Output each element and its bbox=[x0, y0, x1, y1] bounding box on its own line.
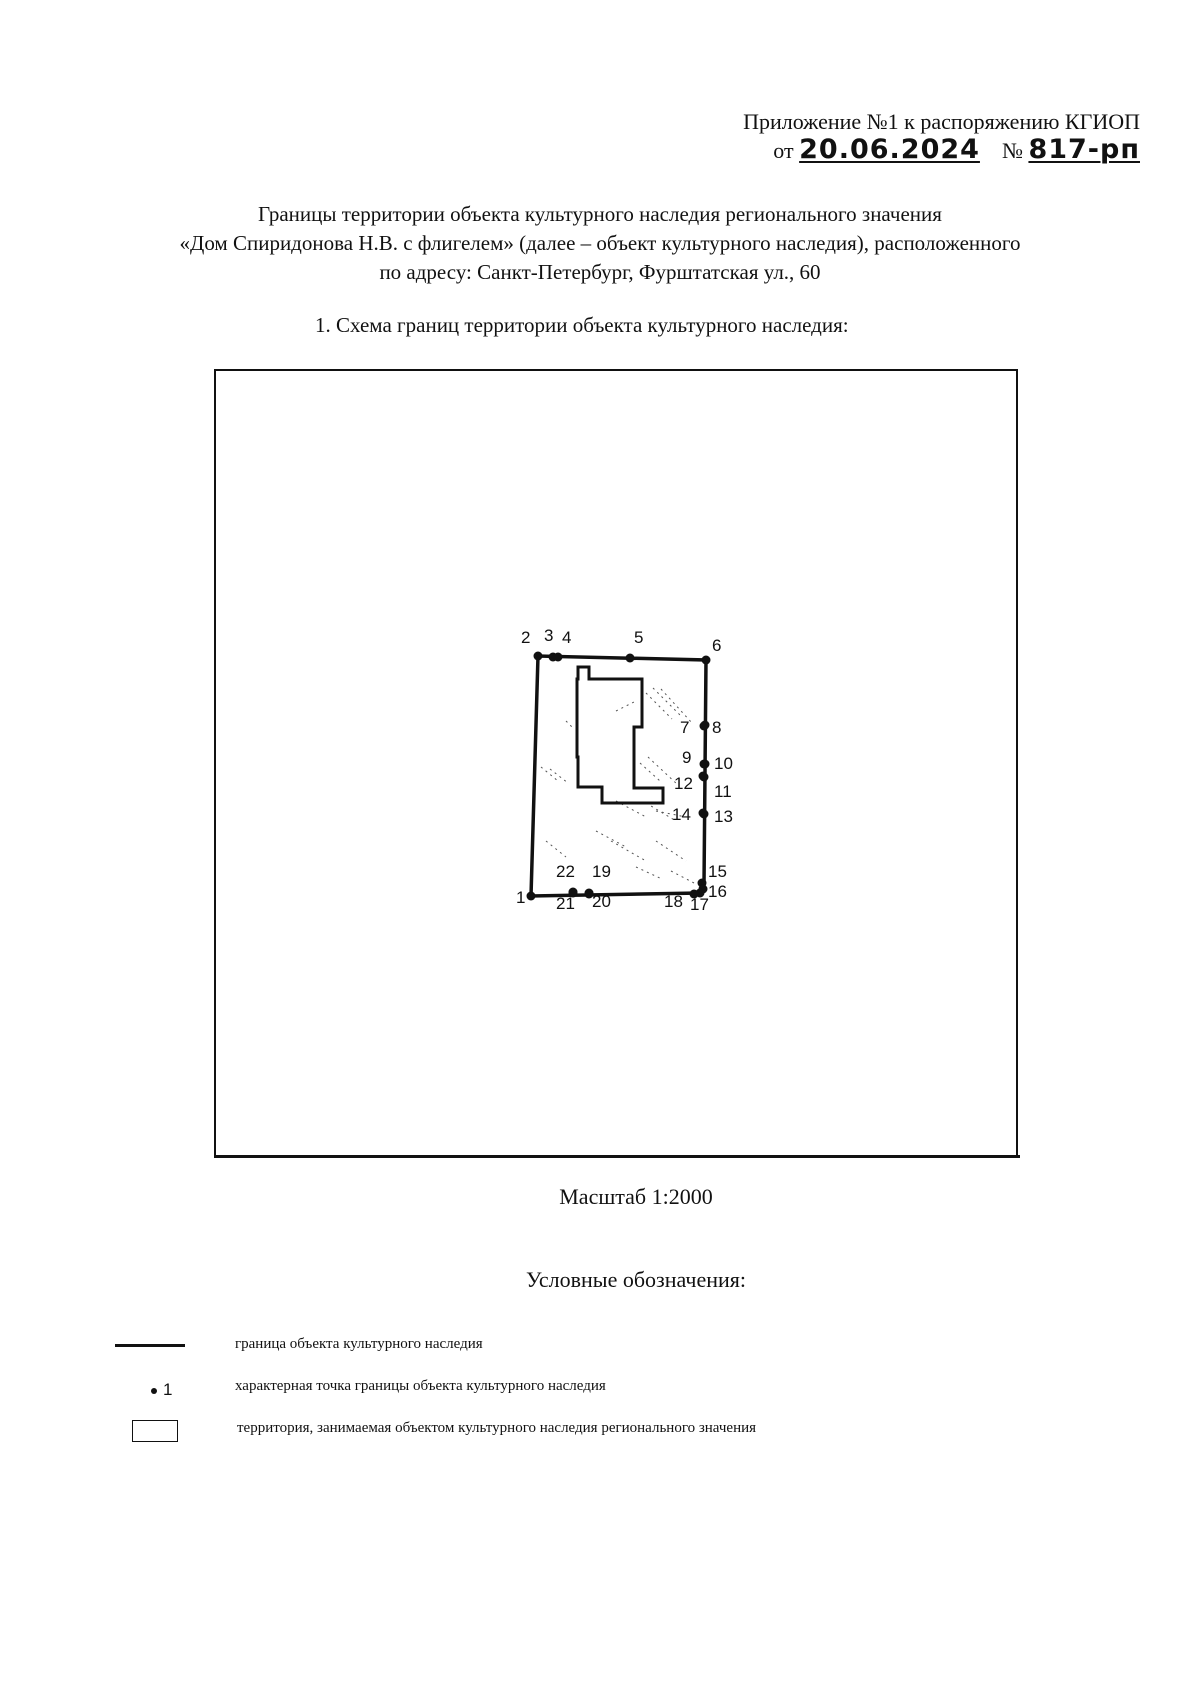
boundary-point-label-10: 10 bbox=[714, 754, 733, 773]
boundary-point-14 bbox=[699, 809, 708, 818]
hatch-stroke bbox=[566, 721, 574, 729]
map-canvas bbox=[216, 371, 1016, 1155]
legend-item-text: характерная точка границы объекта культурного наследия bbox=[235, 1378, 606, 1394]
boundary-point-label-5: 5 bbox=[634, 628, 644, 647]
hatch-stroke bbox=[611, 841, 646, 861]
boundary-point-label-13: 13 bbox=[714, 807, 733, 826]
boundary-point-label-4: 4 bbox=[562, 628, 572, 647]
boundary-point-5 bbox=[626, 654, 635, 663]
hatch-stroke bbox=[550, 769, 568, 783]
section-heading: 1. Схема границ территории объекта культурного наследия: bbox=[315, 313, 849, 337]
title-line-3: по адресу: Санкт-Петербург, Фурштатская ул., 60 bbox=[379, 260, 821, 284]
boundary-point-label-17: 17 bbox=[690, 895, 709, 914]
boundary-point-label-19: 19 bbox=[592, 862, 611, 881]
boundary-point-label-9: 9 bbox=[682, 748, 692, 767]
date-prefix: от bbox=[773, 138, 794, 163]
boundary-point-label-16: 16 bbox=[708, 882, 727, 901]
legend-line-symbol bbox=[115, 1336, 185, 1356]
boundary-point-label-21: 21 bbox=[556, 894, 575, 913]
map-bottom-rule bbox=[214, 1155, 1020, 1158]
appendix-date-number bbox=[700, 136, 1140, 165]
boundary-point-label-18: 18 bbox=[664, 892, 683, 911]
appendix-title: Приложение №1 к распоряжению КГИОП bbox=[743, 109, 1140, 134]
boundary-point-label-2: 2 bbox=[521, 628, 531, 647]
boundary-point-label-11: 11 bbox=[714, 782, 732, 801]
building-outline bbox=[577, 667, 663, 803]
boundary-point-4 bbox=[554, 653, 563, 662]
boundary-point-label-7: 7 bbox=[680, 718, 690, 737]
legend-item-text: граница объекта культурного наследия bbox=[235, 1336, 483, 1352]
title-line-1: Границы территории объекта культурного наследия регионального значения bbox=[258, 202, 942, 226]
hatch-stroke bbox=[671, 871, 694, 883]
hatch-stroke bbox=[636, 867, 662, 879]
boundary-point-label-3: 3 bbox=[544, 626, 554, 645]
date-value: 20.06.2024 bbox=[799, 134, 980, 165]
boundary-point-labels bbox=[516, 626, 733, 914]
boundary-point-2 bbox=[534, 652, 543, 661]
territory-hatching bbox=[541, 688, 694, 883]
boundary-point-6 bbox=[702, 656, 711, 665]
hatch-stroke bbox=[616, 701, 636, 711]
hatch-stroke bbox=[653, 688, 682, 717]
legend-point-label: 1 bbox=[163, 1380, 173, 1399]
appendix-header bbox=[700, 108, 1140, 165]
number-value: 817-рп bbox=[1028, 134, 1140, 165]
number-prefix: № bbox=[1001, 138, 1023, 163]
boundary-point-label-12: 12 bbox=[674, 774, 693, 793]
boundary-point-label-8: 8 bbox=[712, 718, 722, 737]
legend-title: Условные обозначения: bbox=[525, 1267, 747, 1292]
document-title bbox=[100, 200, 1100, 287]
legend-rect-symbol bbox=[115, 1420, 185, 1440]
title-line-2: «Дом Спиридонова Н.В. с флигелем» (далее – объект культурного наследия), расположенного bbox=[179, 231, 1021, 255]
map-scale: Масштаб 1:2000 bbox=[559, 1184, 713, 1209]
boundary-point-label-14: 14 bbox=[672, 805, 691, 824]
boundary-point-8 bbox=[701, 721, 710, 730]
legend-point-symbol bbox=[115, 1378, 185, 1398]
boundary-point-label-15: 15 bbox=[708, 862, 727, 881]
boundary-point-12 bbox=[699, 772, 708, 781]
legend-item-text: территория, занимаемая объектом культурного наследия регионального значения bbox=[237, 1420, 757, 1436]
hatch-stroke bbox=[596, 831, 626, 847]
boundary-point-label-1: 1 bbox=[516, 888, 526, 907]
hatch-stroke bbox=[646, 693, 672, 719]
boundary-point-10 bbox=[701, 760, 710, 769]
boundary-point-label-22: 22 bbox=[556, 862, 575, 881]
hatch-stroke bbox=[541, 767, 558, 781]
boundary-point-1 bbox=[527, 892, 536, 901]
boundary-point-label-20: 20 bbox=[592, 892, 611, 911]
boundary-point-label-6: 6 bbox=[712, 636, 722, 655]
hatch-stroke bbox=[656, 841, 686, 861]
hatch-stroke bbox=[546, 841, 566, 857]
boundary-scheme-map bbox=[214, 369, 1018, 1157]
